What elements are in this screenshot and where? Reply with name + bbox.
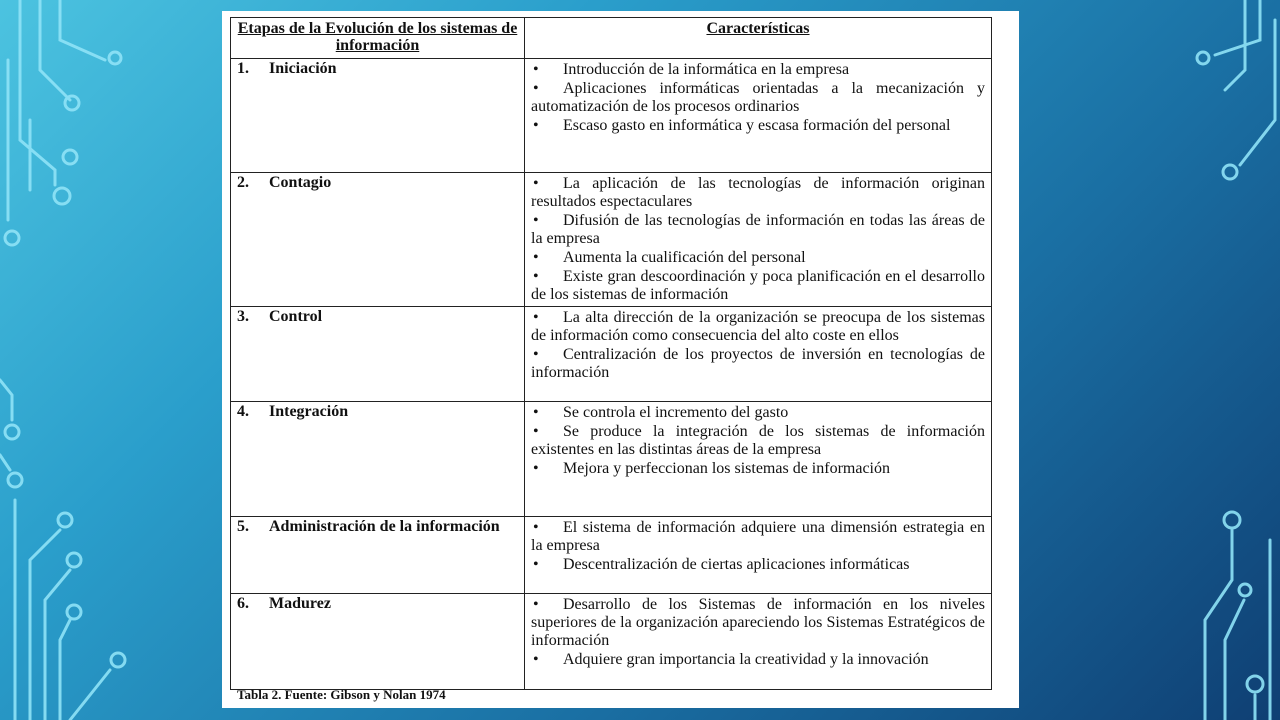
table-row (231, 173, 992, 307)
features-cell (525, 307, 992, 402)
header-stages: Etapas de la Evolución de los sistemas de información (231, 18, 525, 59)
feature-item (531, 61, 985, 79)
feature-text: La alta dirección de la organización se preocupa de los sistemas de información como consecuencia del alto coste en ellos (531, 309, 985, 344)
table-row (231, 517, 992, 594)
bullet-icon: • (533, 556, 539, 573)
feature-item (531, 309, 985, 345)
feature-item (531, 651, 985, 669)
feature-text: La aplicación de las tecnologías de información originan resultados espectaculares (531, 175, 985, 210)
feature-item (531, 175, 985, 211)
feature-text: Escaso gasto en informática y escasa formación del personal (563, 117, 951, 134)
stage-number: 1. (237, 60, 249, 77)
feature-text: Adquiere gran importancia la creatividad y la innovación (563, 651, 929, 668)
stage-cell (231, 517, 525, 594)
bullet-icon: • (533, 61, 539, 78)
feature-item (531, 404, 985, 422)
stage-cell (231, 594, 525, 690)
bullet-icon: • (533, 249, 539, 266)
table-row (231, 402, 992, 517)
feature-item (531, 519, 985, 555)
stage-number: 6. (237, 595, 249, 612)
features-cell (525, 402, 992, 517)
feature-item (531, 268, 985, 304)
stage-name: Iniciación (269, 60, 337, 77)
feature-text: Difusión de las tecnologías de información en todas las áreas de la empresa (531, 212, 985, 247)
stage-name: Contagio (269, 174, 332, 191)
bullet-icon: • (533, 596, 539, 613)
stage-name: Control (269, 308, 323, 325)
feature-text: El sistema de información adquiere una dimensión estrategia en la empresa (531, 519, 985, 554)
features-cell (525, 517, 992, 594)
feature-item (531, 423, 985, 459)
bullet-icon: • (533, 212, 539, 229)
bullet-icon: • (533, 519, 539, 536)
bullet-icon: • (533, 175, 539, 192)
stage-number: 4. (237, 403, 249, 420)
feature-text: Se produce la integración de los sistemas de información existentes en las distintas áreas de la empresa (531, 423, 985, 458)
bullet-icon: • (533, 460, 539, 477)
features-cell (525, 173, 992, 307)
document-sheet (222, 11, 1019, 708)
table-row (231, 59, 992, 173)
feature-text: Desarrollo de los Sistemas de información en los niveles superiores de la organización apareciendo los Sistemas Estratégicos de información (531, 596, 985, 649)
feature-item (531, 460, 985, 478)
feature-text: Aumenta la cualificación del personal (563, 249, 806, 266)
bullet-icon: • (533, 117, 539, 134)
feature-text: Introducción de la informática en la empresa (563, 61, 850, 78)
evolution-stages-table (230, 17, 992, 690)
bullet-icon: • (533, 268, 539, 285)
table-header-row (231, 18, 992, 59)
stage-number: 2. (237, 174, 249, 191)
feature-text: Centralización de los proyectos de inversión en tecnologías de información (531, 346, 985, 381)
stage-cell (231, 402, 525, 517)
table-row (231, 594, 992, 690)
stage-cell (231, 59, 525, 173)
header-features: Características (525, 18, 992, 59)
stage-number: 3. (237, 308, 249, 325)
feature-item (531, 117, 985, 135)
stage-cell (231, 307, 525, 402)
features-cell (525, 59, 992, 173)
feature-item (531, 346, 985, 382)
bullet-icon: • (533, 309, 539, 326)
feature-text: Se controla el incremento del gasto (563, 404, 789, 421)
bullet-icon: • (533, 404, 539, 421)
stage-name: Madurez (269, 595, 331, 612)
feature-item (531, 556, 985, 574)
stage-cell (231, 173, 525, 307)
feature-text: Aplicaciones informáticas orientadas a la mecanización y automatización de los procesos ordinarios (531, 80, 985, 115)
table-caption: Tabla 2. Fuente: Gibson y Nolan 1974 (237, 687, 446, 702)
bullet-icon: • (533, 423, 539, 440)
bullet-icon: • (533, 346, 539, 363)
stage-name: Administración de la información (269, 518, 500, 535)
feature-item (531, 212, 985, 248)
feature-item (531, 249, 985, 267)
stage-name: Integración (269, 403, 349, 420)
feature-item (531, 80, 985, 116)
stage-number: 5. (237, 518, 249, 535)
features-cell (525, 594, 992, 690)
feature-text: Descentralización de ciertas aplicaciones informáticas (563, 556, 910, 573)
bullet-icon: • (533, 80, 539, 97)
table-row (231, 307, 992, 402)
bullet-icon: • (533, 651, 539, 668)
feature-item (531, 596, 985, 650)
feature-text: Mejora y perfeccionan los sistemas de información (563, 460, 890, 477)
feature-text: Existe gran descoordinación y poca planificación en el desarrollo de los sistemas de información (531, 268, 985, 303)
